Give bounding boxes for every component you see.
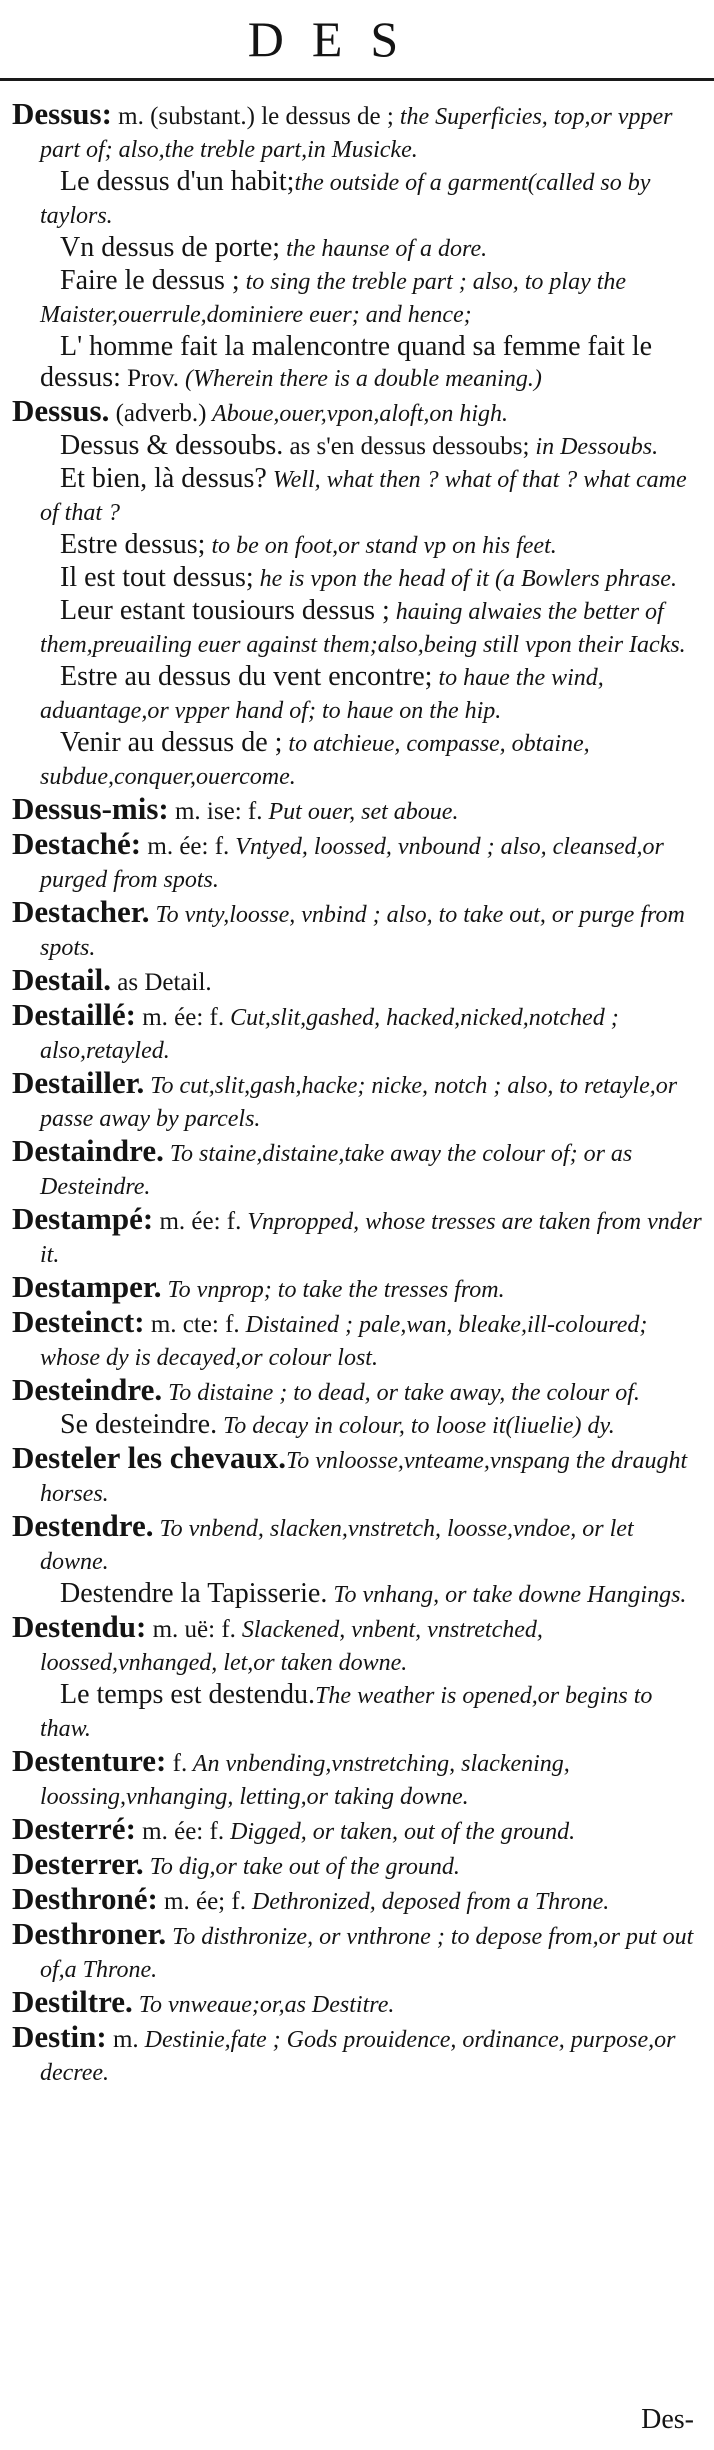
entry-grammar: Prov.: [120, 365, 180, 392]
entry-definition: Cut,slit,gashed, hacked,nicked,notched ; also,retayled.: [40, 1005, 619, 1064]
entry-definition: To vnbend, slacken,vnstretch, loosse,vndoe, or let downe.: [40, 1516, 634, 1575]
entry-definition: to be on foot,or stand vp on his feet.: [205, 533, 557, 559]
entry-definition: hauing alwaies the better of them,preuailing euer against them;also,being still vpon their Iacks.: [40, 599, 686, 658]
dictionary-entry: [12, 793, 707, 828]
entry-grammar: f.: [166, 1750, 188, 1777]
dictionary-subentry: [12, 1578, 707, 1611]
entry-list: [12, 98, 707, 2089]
entry-headword: Destaché:: [12, 826, 142, 861]
dictionary-subentry: [12, 265, 707, 331]
entry-definition: Destinie,fate ; Gods prouidence, ordinance, purpose,or decree.: [40, 2027, 676, 2086]
dictionary-entry: [12, 1271, 707, 1306]
dictionary-entry: [12, 1611, 707, 1679]
entry-headword: Se desteindre.: [60, 1409, 218, 1440]
entry-grammar: m. (substant.) le dessus de ;: [111, 103, 394, 130]
entry-definition: Slackened, vnbent, vnstretched, loossed,vnhanged, let,or taken downe.: [40, 1617, 543, 1676]
dictionary-entry: [12, 828, 707, 896]
entry-definition: Put ouer, set aboue.: [262, 799, 459, 825]
dictionary-subentry: [12, 1409, 707, 1442]
entry-headword: Destenture:: [12, 1743, 167, 1778]
dictionary-entry: [12, 1306, 707, 1374]
entry-headword: Estre au dessus du vent encontre;: [60, 661, 433, 692]
entry-headword: Le temps est destendu.: [60, 1679, 316, 1710]
entry-headword: Destendre la Tapisserie.: [60, 1578, 328, 1609]
dictionary-subentry: [12, 661, 707, 727]
entry-definition: Well, what then ? what of that ? what came of that ?: [40, 467, 687, 526]
dictionary-entry: [12, 1918, 707, 1986]
dictionary-entry: [12, 999, 707, 1067]
entry-definition: To dig,or take out of the ground.: [143, 1854, 460, 1880]
entry-headword: Destiltre.: [12, 1984, 133, 2019]
entry-definition: Aboue,ouer,vpon,aloft,on high.: [206, 401, 509, 427]
entry-headword: L' homme fait la malencontre quand sa femme fait le dessus:: [40, 331, 653, 393]
entry-grammar: m. ée: f.: [135, 1818, 225, 1845]
dictionary-entry: [12, 1745, 707, 1813]
dictionary-entry: [12, 896, 707, 964]
entry-headword: Destamper.: [12, 1269, 162, 1304]
entry-grammar: m. ise: f.: [168, 798, 263, 825]
entry-grammar: m. ée: f.: [141, 833, 230, 860]
entry-definition: To distaine ; to dead, or take away, the colour of.: [162, 1380, 640, 1406]
dictionary-subentry: [12, 595, 707, 661]
entry-headword: Et bien, là dessus?: [60, 463, 267, 494]
entry-headword: Le dessus d'un habit;: [60, 166, 295, 197]
dictionary-entry: [12, 1442, 707, 1510]
entry-headword: Destaillé:: [12, 997, 136, 1032]
entry-headword: Desteinct:: [12, 1304, 145, 1339]
dictionary-entry: [12, 1510, 707, 1578]
entry-definition: To staine,distaine,take away the colour of; or as Desteindre.: [40, 1141, 633, 1200]
entry-headword: Destail.: [12, 962, 112, 997]
entry-grammar: m. ée: f.: [153, 1208, 242, 1235]
entry-definition: the haunse of a dore.: [280, 236, 488, 262]
entry-headword: Destendre.: [12, 1508, 154, 1543]
entry-headword: Desterré:: [12, 1811, 136, 1846]
entry-definition: he is vpon the head of it (a Bowlers phrase.: [253, 566, 677, 592]
entry-definition: To vnty,loosse, vnbind ; also, to take out, or purge from spots.: [40, 902, 685, 961]
entry-headword: Destendu:: [12, 1609, 147, 1644]
entry-definition: To vnloosse,vnteame,vnspang the draught horses.: [40, 1448, 688, 1507]
entry-definition: Digged, or taken, out of the ground.: [224, 1819, 576, 1845]
dictionary-subentry: [12, 1679, 707, 1745]
entry-headword: Dessus.: [12, 393, 110, 428]
entry-definition: To disthronize, or vnthrone ; to depose from,or put out of,a Throne.: [40, 1924, 694, 1983]
entry-headword: Venir au dessus de ;: [60, 727, 283, 758]
dictionary-subentry: [12, 430, 707, 463]
entry-headword: Destampé:: [12, 1201, 154, 1236]
entry-headword: Destaindre.: [12, 1133, 164, 1168]
catchword: Des-: [641, 2404, 694, 2435]
entry-headword: Destailler.: [12, 1065, 145, 1100]
entry-definition: to sing the treble part ; also, to play the Maister,ouerrule,dominiere euer; and hence;: [40, 269, 627, 328]
dictionary-entry: [12, 1848, 707, 1883]
dictionary-entry: [12, 1986, 707, 2021]
entry-headword: Desteler les chevaux.: [12, 1440, 287, 1475]
entry-definition: Dethronized, deposed from a Throne.: [245, 1889, 610, 1915]
entry-grammar: m. ée: f.: [135, 1004, 225, 1031]
entry-headword: Destacher.: [12, 894, 150, 929]
entry-headword: Leur estant tousiours dessus ;: [60, 595, 390, 626]
entry-headword: Desteindre.: [12, 1372, 163, 1407]
entry-headword: Destin:: [12, 2019, 107, 2054]
entry-definition: in Dessoubs.: [529, 434, 659, 460]
dictionary-subentry: [12, 562, 707, 595]
entry-headword: Desthroner.: [12, 1916, 167, 1951]
entry-definition: To vnprop; to take the tresses from.: [161, 1277, 505, 1303]
entry-headword: Dessus-mis:: [12, 791, 169, 826]
entry-headword: Desthroné:: [12, 1881, 158, 1916]
entry-grammar: as s'en dessus dessoubs;: [283, 433, 530, 460]
dictionary-subentry: [12, 529, 707, 562]
entry-definition: To vnweaue;or,as Destitre.: [132, 1992, 395, 2018]
running-head: DES: [247, 11, 427, 67]
entry-definition: To cut,slit,gash,hacke; nicke, notch ; also, to retayle,or passe away by parcels.: [40, 1073, 678, 1132]
dictionary-entry: [12, 1374, 707, 1409]
entry-grammar: m. ée; f.: [157, 1888, 246, 1915]
entry-definition: The weather is opened,or begins to thaw.: [40, 1683, 653, 1742]
entry-definition: (Wherein there is a double meaning.): [179, 366, 542, 392]
page-header: [0, 4, 714, 74]
dictionary-subentry: [12, 331, 707, 395]
dictionary-entry: [12, 2021, 707, 2089]
entry-definition: the Superficies, top,or vpper part of; also,the treble part,in Musicke.: [40, 104, 673, 163]
entry-definition: to atchieue, compasse, obtaine, subdue,conquer,ouercome.: [40, 731, 590, 790]
entry-grammar: as Detail.: [111, 969, 212, 996]
entry-grammar: m. cte: f.: [144, 1311, 240, 1338]
entry-headword: Estre dessus;: [60, 529, 206, 560]
dictionary-subentry: [12, 232, 707, 265]
entry-grammar: m. uë: f.: [146, 1616, 236, 1643]
dictionary-entry: [12, 1813, 707, 1848]
dictionary-entry: [12, 1135, 707, 1203]
entry-headword: Desterrer.: [12, 1846, 144, 1881]
entry-grammar: m.: [106, 2026, 139, 2053]
dictionary-entry: [12, 395, 707, 430]
dictionary-subentry: [12, 166, 707, 232]
header-rule: [0, 78, 714, 81]
entry-definition: Vntyed, loossed, vnbound ; also, cleansed,or purged from spots.: [40, 834, 664, 893]
entry-grammar: (adverb.): [109, 400, 207, 427]
entry-headword: Dessus & dessoubs.: [60, 430, 284, 461]
entry-headword: Vn dessus de porte;: [60, 232, 281, 263]
entry-headword: Il est tout dessus;: [60, 562, 254, 593]
entry-definition: Vnpropped, whose tresses are taken from vnder it.: [40, 1209, 702, 1268]
dictionary-entry: [12, 1883, 707, 1918]
entry-headword: Faire le dessus ;: [60, 265, 240, 296]
entry-definition: To vnhang, or take downe Hangings.: [327, 1582, 687, 1608]
dictionary-entry: [12, 1203, 707, 1271]
entry-definition: to haue the wind, aduantage,or vpper hand of; to haue on the hip.: [40, 665, 604, 724]
dictionary-subentry: [12, 727, 707, 793]
entry-definition: the outside of a garment(called so by taylors.: [40, 170, 651, 229]
entry-definition: An vnbending,vnstretching, slackening, loossing,vnhanging, letting,or taking downe.: [40, 1751, 570, 1810]
dictionary-entry: [12, 964, 707, 999]
dictionary-subentry: [12, 463, 707, 529]
entry-definition: Distained ; pale,wan, bleake,ill-coloured; whose dy is decayed,or colour lost.: [40, 1312, 648, 1371]
entry-headword: Dessus:: [12, 96, 112, 131]
entry-definition: To decay in colour, to loose it(liuelie) dy.: [217, 1413, 615, 1439]
dictionary-entry: [12, 1067, 707, 1135]
dictionary-entry: [12, 98, 707, 166]
